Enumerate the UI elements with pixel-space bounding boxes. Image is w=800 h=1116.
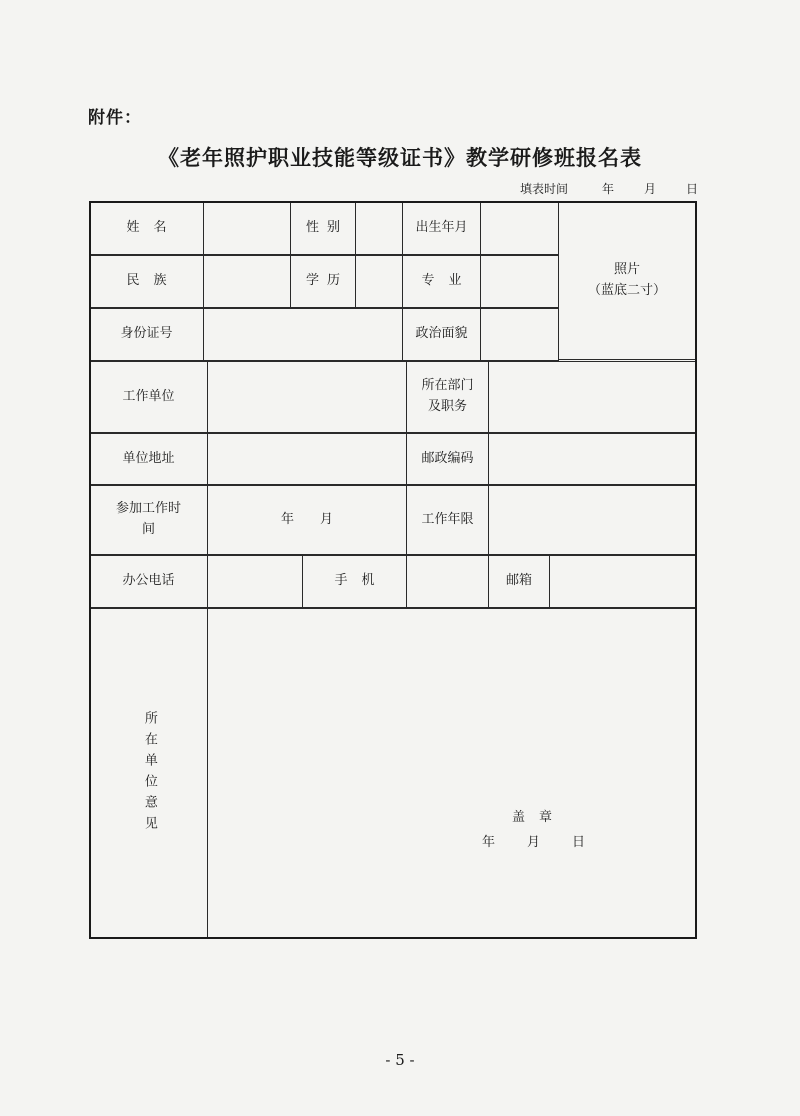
education-label: 学历 (305, 273, 348, 289)
major-label-cell (402, 255, 481, 308)
major-label: 专业 (421, 273, 476, 289)
office-phone-label: 办公电话 (122, 573, 175, 589)
years-label-cell (406, 485, 489, 555)
birth-label-cell (402, 201, 481, 255)
political-input[interactable] (480, 308, 559, 361)
gender-label-cell (290, 201, 356, 255)
fill-date-label: 填表时间 (520, 182, 569, 196)
ethnicity-label-cell (89, 255, 204, 308)
department-input[interactable] (488, 361, 696, 433)
address-label: 单位地址 (122, 450, 175, 466)
email-input[interactable] (549, 555, 696, 608)
department-label: 所在部门及职务 (421, 378, 474, 414)
name-label-cell (89, 201, 204, 255)
photo-note: （蓝底二寸） (587, 282, 666, 298)
gender-input[interactable] (355, 201, 403, 255)
id-label: 身份证号 (120, 326, 173, 342)
workplace-label: 工作单位 (122, 388, 175, 404)
start-work-label-cell (89, 485, 208, 555)
attachment-label: 附件： (88, 108, 142, 128)
workplace-input[interactable] (207, 361, 407, 433)
birth-label: 出生年月 (415, 219, 468, 235)
postcode-label: 邮政编码 (421, 450, 474, 466)
seal-date-year: 年 (482, 835, 496, 850)
political-label-cell (402, 308, 481, 361)
birth-input[interactable] (480, 201, 559, 255)
fill-date-month: 月 (644, 182, 657, 196)
fill-date-year: 年 (602, 182, 615, 196)
workplace-label-cell (89, 361, 208, 433)
postcode-input[interactable] (488, 433, 696, 485)
major-input[interactable] (480, 255, 559, 308)
name-input[interactable] (203, 201, 291, 255)
postcode-label-cell (406, 433, 489, 485)
photo-label: 照片 (613, 261, 640, 277)
seal-label: 盖章 (512, 810, 567, 825)
office-phone-label-cell (89, 555, 208, 608)
education-input[interactable] (355, 255, 403, 308)
address-label-cell (89, 433, 208, 485)
id-input[interactable] (203, 308, 403, 361)
mobile-input[interactable] (406, 555, 489, 608)
start-work-input[interactable] (207, 485, 407, 555)
page-number: - 5 - (385, 1051, 415, 1069)
email-label: 邮箱 (505, 573, 532, 589)
id-label-cell (89, 308, 204, 361)
email-label-cell (488, 555, 550, 608)
political-label: 政治面貌 (415, 326, 468, 342)
start-work-label: 参加工作时间 (116, 501, 182, 537)
opinion-label: 所在单位意见 (141, 710, 157, 837)
opinion-input[interactable] (207, 608, 696, 939)
opinion-label-cell (89, 608, 208, 939)
page-title: 《老年照护职业技能等级证书》教学研修班报名表 (158, 145, 642, 170)
name-label: 姓名 (126, 219, 181, 235)
ethnicity-input[interactable] (203, 255, 291, 308)
start-work-value: 年 月 (280, 511, 333, 527)
mobile-label-cell (302, 555, 407, 608)
photo-box[interactable] (558, 201, 696, 360)
years-label: 工作年限 (421, 511, 474, 527)
seal-date-month: 月 (527, 835, 541, 850)
mobile-label: 手机 (334, 573, 389, 589)
fill-date-day: 日 (686, 182, 699, 196)
seal-date-day: 日 (572, 835, 586, 850)
education-label-cell (290, 255, 356, 308)
years-input[interactable] (488, 485, 696, 555)
department-label-cell (406, 361, 489, 433)
address-input[interactable] (207, 433, 407, 485)
gender-label: 性别 (305, 219, 348, 235)
ethnicity-label: 民族 (126, 273, 181, 289)
office-phone-input[interactable] (207, 555, 303, 608)
seal-date (482, 831, 585, 850)
